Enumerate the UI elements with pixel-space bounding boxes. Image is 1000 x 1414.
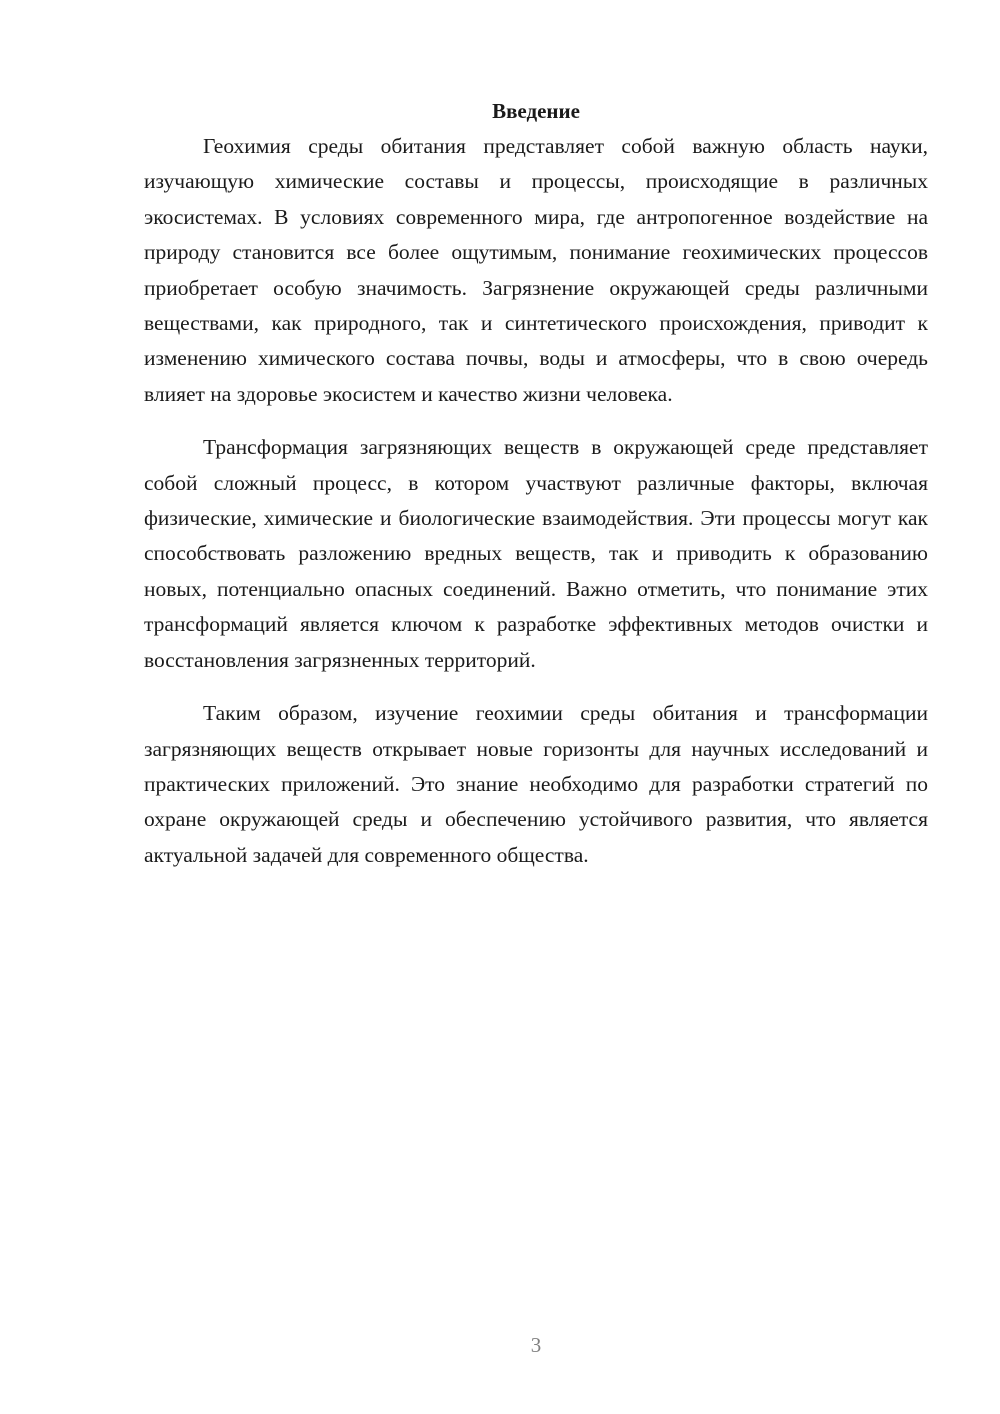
section-title: Введение (492, 99, 580, 123)
paragraph-2: Трансформация загрязняющих веществ в окружающей среде представляет собой сложный процесс, в котором участвуют различные факторы, включая физические, химические и биологические взаимодействия. Эти процессы могут как способствовать разложению вредных веществ, так и приводить к образованию новых, потенциально опасных соединений. Важно отметить, что понимание этих трансформаций является ключом к разработке эффективных методов очистки и восстановления загрязненных территорий. (144, 435, 928, 672)
paragraph-3: Таким образом, изучение геохимии среды обитания и трансформации загрязняющих веществ открывает новые горизонты для научных исследований и практических приложений. Это знание необходимо для разработки стратегий по охране окружающей среды и обеспечению устойчивого развития, что является актуальной задачей для современного общества. (144, 701, 928, 867)
page-number: 3 (530, 1333, 542, 1357)
paragraph-1: Геохимия среды обитания представляет собой важную область науки, изучающую химические составы и процессы, происходящие в различных экосистемах. В условиях современного мира, где антропогенное воздействие на природу становится все более ощутимым, понимание геохимических процессов приобретает особую значимость. Загрязнение окружающей среды различными веществами, как природного, так и синтетического происхождения, приводит к изменению химического состава почвы, воды и атмосферы, что в свою очередь влияет на здоровье экосистем и качество жизни человека. (144, 134, 928, 406)
page-content (144, 93, 928, 891)
